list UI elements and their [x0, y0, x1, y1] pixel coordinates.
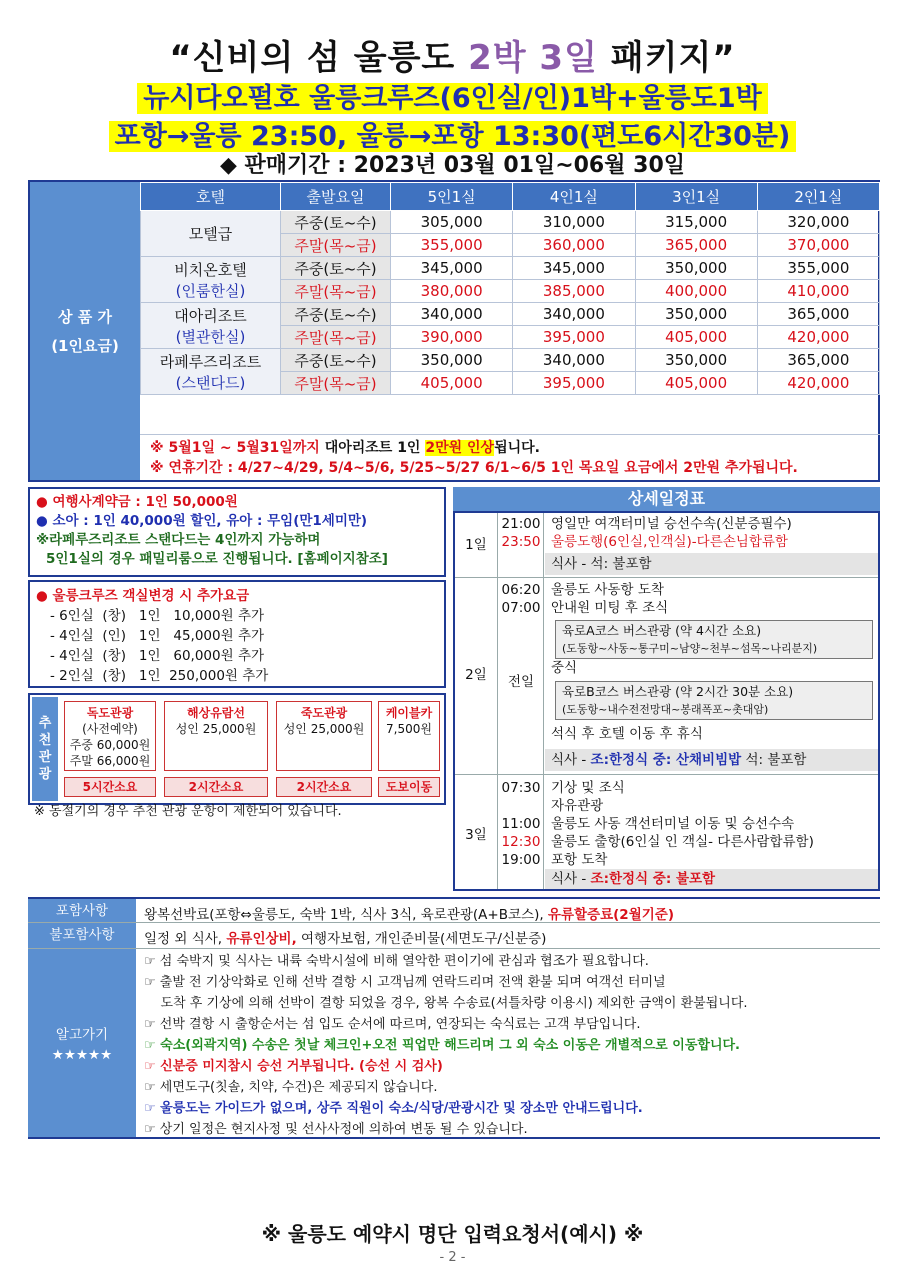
price-table — [140, 182, 880, 395]
schedule-event: 울릉도 사동항 도착 — [551, 582, 664, 598]
price-cell: 350,000 — [635, 349, 757, 372]
room-upgrade-box — [28, 580, 446, 688]
hotel-name — [141, 303, 281, 349]
tour-detail: (사전예약) — [82, 722, 138, 736]
schedule-event: 중식 — [551, 660, 578, 676]
divider — [455, 774, 878, 775]
schedule-event: 기상 및 조식 — [551, 780, 625, 796]
meal-excluded: 석: 불포함 — [741, 752, 807, 768]
excluded-text — [144, 927, 546, 947]
price-label-title: 상 품 가 — [58, 308, 112, 326]
price-cell: 315,000 — [635, 211, 757, 234]
divider — [497, 513, 498, 889]
hotel-name — [141, 349, 281, 395]
notice-label-text: 알고가기 — [55, 1027, 109, 1043]
price-cell: 355,000 — [757, 257, 879, 280]
list-item: ☞ 출발 전 기상악화로 인해 선박 결항 시 고객님께 연락드리며 전액 환불 되며 여객선 터미널 — [144, 975, 666, 990]
meal-included: 조:한정식 중: 산채비빔밥 — [590, 752, 742, 768]
course-title: 육로B코스 버스관광 (약 2시간 30분 소요) — [562, 684, 794, 699]
excluded-label: 불포함사항 — [28, 923, 136, 948]
list-item: ☞ 섬 숙박지 및 식사는 내륙 숙박시설에 비해 열악한 편이기에 관심과 협조가 필요합니다. — [144, 954, 649, 969]
title-highlight: 2박 3일 — [468, 38, 598, 78]
tour-name: 케이블카 — [385, 706, 433, 720]
hotel-name — [141, 211, 281, 257]
schedule-table — [453, 511, 880, 891]
header-day: 출발요일 — [281, 183, 391, 211]
recommended-note: ※ 동절기의 경우 추천 관광 운항이 제한되어 있습니다. — [34, 804, 342, 819]
day-weekday: 주중(토~수) — [281, 211, 391, 234]
list-item: - 4인실 (창) 1인 60,000원 추가 — [50, 648, 265, 664]
day-weekend: 주말(목~금) — [281, 280, 391, 303]
price-table-section — [28, 180, 880, 482]
note-text: 대아리조트 1인 — [319, 440, 426, 456]
tour-name: 독도관광 — [86, 706, 134, 720]
schedule-time: 21:00 — [501, 516, 541, 532]
notice-list — [144, 951, 748, 1140]
price-cell: 385,000 — [513, 280, 635, 303]
price-notes — [140, 434, 880, 480]
course-route: (도동항~사동~통구미~남양~천부~섬목~나리분지) — [562, 642, 818, 655]
schedule-event: 울릉도 사동 객선터미널 이동 및 승선수속 — [551, 816, 795, 832]
header-hotel: 호텔 — [141, 183, 281, 211]
subtitle-cruise — [0, 76, 905, 115]
title-part: 패키지” — [597, 38, 736, 78]
price-cell: 420,000 — [757, 326, 879, 349]
star-icon: ★★★★★ — [51, 1047, 113, 1063]
schedule-event: 안내원 미팅 후 조식 — [551, 600, 669, 616]
hotel-name — [141, 257, 281, 303]
list-item: ☞ 울릉도는 가이드가 없으며, 상주 직원이 숙소/식당/관광시간 및 장소만 안내드립니다. — [144, 1101, 643, 1116]
day-weekday: 주중(토~수) — [281, 257, 391, 280]
label-char: 추 — [38, 716, 52, 731]
day-weekday: 주중(토~수) — [281, 303, 391, 326]
schedule-time: 23:50 — [501, 534, 541, 550]
tour-dokdo — [64, 701, 156, 771]
price-cell: 405,000 — [391, 372, 513, 395]
deposit-info-box — [28, 487, 446, 577]
price-cell: 310,000 — [513, 211, 635, 234]
tour-jukdo — [276, 701, 372, 771]
table-row — [141, 211, 880, 234]
excluded-items: 여행자보험, 개인준비물(세면도구/신분증) — [296, 931, 547, 947]
notice-row — [28, 949, 880, 1139]
price-label — [30, 182, 140, 480]
excluded-fuel: 유류인상비, — [226, 931, 297, 947]
list-item: ☞ 숙소(외곽지역) 수송은 첫날 체크인+오전 픽업만 해드리며 그 외 숙소 이동은 개별적으로 이동합니다. — [144, 1038, 740, 1053]
schedule-time: 07:00 — [501, 600, 541, 616]
course-a — [555, 620, 873, 659]
price-cell: 350,000 — [635, 257, 757, 280]
meal-prefix: 식사 - — [551, 752, 591, 768]
tour-detail: 주말 66,000원 — [69, 754, 151, 768]
recommended-label — [32, 697, 58, 801]
list-item: ☞ 상기 일정은 현지사정 및 선사사정에 의하여 변동 될 수 있습니다. — [144, 1122, 528, 1137]
lapers-note-1: ※라페루즈리조트 스탠다드는 4인까지 가능하며 — [36, 532, 321, 548]
list-item: ☞ 세면도구(칫솔, 치약, 수건)은 제공되지 않습니다. — [144, 1080, 438, 1095]
day-weekday: 주중(토~수) — [281, 349, 391, 372]
tour-cruise — [164, 701, 268, 771]
tour-detail: 성인 25,000원 — [175, 722, 257, 736]
list-item: - 2인실 (창) 1인 250,000원 추가 — [50, 668, 269, 684]
price-cell: 395,000 — [513, 372, 635, 395]
schedule-event: 울릉도행(6인실,인객실)-다른손님합류함 — [551, 534, 788, 550]
schedule-event: 자유관광 — [551, 798, 604, 814]
header-4p: 4인1실 — [513, 183, 635, 211]
price-cell: 405,000 — [635, 326, 757, 349]
price-cell: 305,000 — [391, 211, 513, 234]
included-row — [28, 897, 880, 923]
price-cell: 360,000 — [513, 234, 635, 257]
notice-label — [28, 949, 136, 1137]
hotel-name-text: 모텔급 — [188, 225, 233, 243]
excluded-items: 일정 외 식사, — [144, 931, 227, 947]
meal-included: 조:한정식 중: 불포함 — [590, 871, 716, 887]
schedule-title: 상세일정표 — [453, 487, 880, 511]
day-weekend: 주말(목~금) — [281, 372, 391, 395]
tour-detail: 주중 60,000원 — [69, 738, 151, 752]
included-items: 왕복선박료(포항⇔울릉도, 숙박 1박, 식사 3식, 육로관광(A+B코스), — [144, 907, 548, 923]
price-cell: 340,000 — [513, 349, 635, 372]
sale-period: ◆ 판매기간 : 2023년 03월 01일~06월 30일 — [219, 153, 686, 178]
page-title — [0, 30, 905, 79]
table-row — [141, 349, 880, 372]
list-item: - 6인실 (창) 1인 10,000원 추가 — [50, 608, 265, 624]
price-cell: 345,000 — [513, 257, 635, 280]
day-label: 2일 — [465, 667, 487, 683]
price-note-1 — [150, 437, 870, 457]
schedule-time: 06:20 — [501, 582, 541, 598]
page-number: - 2 - — [439, 1250, 466, 1265]
price-cell: 400,000 — [635, 280, 757, 303]
price-cell: 320,000 — [757, 211, 879, 234]
price-note-2: ※ 연휴기간 : 4/27~4/29, 5/4~5/6, 5/25~5/27 6/1~6/5 1인 목요일 요금에서 2만원 추가됩니다. — [150, 460, 798, 476]
price-cell: 365,000 — [635, 234, 757, 257]
schedule-time: 12:30 — [501, 834, 541, 850]
table-row — [141, 257, 880, 280]
price-cell: 395,000 — [513, 326, 635, 349]
child-discount-line: ● 소아 : 1인 40,000원 할인, 유아 : 무임(만1세미만) — [36, 513, 368, 529]
meal-prefix: 식사 - — [551, 871, 591, 887]
excluded-row — [28, 923, 880, 949]
day-label: 3일 — [465, 827, 487, 843]
deposit-line: ● 여행사계약금 : 1인 50,000원 — [36, 494, 238, 510]
header-5p: 5인1실 — [391, 183, 513, 211]
schedule-time: 11:00 — [501, 816, 541, 832]
tour-detail: 7,500원 — [386, 722, 432, 736]
subtitle-cruise-text: 뉴시다오펄호 울릉크루즈(6인실/인)1박+울릉도1박 — [137, 83, 767, 114]
hotel-name-text: 라페루즈리조트 — [159, 352, 262, 371]
meal-info — [545, 869, 878, 889]
hotel-name-text: 비치온호텔 — [174, 260, 247, 279]
divider — [543, 513, 544, 889]
day-label: 1일 — [465, 537, 487, 553]
tour-duration: 5시간소요 — [64, 777, 156, 797]
schedule-event: 석식 후 호텔 이동 후 휴식 — [551, 726, 703, 742]
label-char: 관 — [38, 750, 52, 765]
price-cell: 420,000 — [757, 372, 879, 395]
tour-cablecar — [378, 701, 440, 771]
hotel-room-type: (인룸한실) — [175, 281, 246, 300]
header-2p: 2인1실 — [757, 183, 879, 211]
course-route: (도동항~내수전전망대~봉래폭포~촛대암) — [562, 703, 769, 716]
price-cell: 390,000 — [391, 326, 513, 349]
price-cell: 380,000 — [391, 280, 513, 303]
note-text: 됩니다. — [494, 440, 540, 456]
schedule-time: 19:00 — [501, 852, 541, 868]
meal-info: 식사 - 석: 불포함 — [545, 553, 878, 575]
price-cell: 340,000 — [513, 303, 635, 326]
footer-title: ※ 울릉도 예약시 명단 입력요청서(예시) ※ — [261, 1222, 644, 1246]
tour-detail: 성인 25,000원 — [283, 722, 365, 736]
price-cell: 365,000 — [757, 303, 879, 326]
schedule-time: 전일 — [507, 674, 535, 690]
price-cell: 405,000 — [635, 372, 757, 395]
hotel-room-type: (별관한실) — [175, 327, 246, 346]
lapers-note-2: 5인1실의 경우 패밀리룸으로 진행됩니다. [홈페이지참조] — [46, 551, 388, 567]
list-item: ☞ 신분증 미지참시 승선 거부됩니다. (승선 시 검사) — [144, 1059, 443, 1074]
hotel-name-text: 대아리조트 — [174, 306, 247, 325]
tour-name: 죽도관광 — [300, 706, 348, 720]
tour-duration: 2시간소요 — [276, 777, 372, 797]
divider — [455, 577, 878, 578]
price-cell: 410,000 — [757, 280, 879, 303]
price-cell: 340,000 — [391, 303, 513, 326]
included-fuel: 유류할증료(2월기준) — [547, 907, 674, 923]
price-cell: 365,000 — [757, 349, 879, 372]
price-cell: 355,000 — [391, 234, 513, 257]
title-part: “신비의 섬 울릉도 — [169, 38, 469, 78]
room-upgrade-title: ● 울릉크루즈 객실변경 시 추가요금 — [36, 588, 250, 604]
schedule-event: 포항 도착 — [551, 852, 608, 868]
price-cell: 345,000 — [391, 257, 513, 280]
tour-duration: 2시간소요 — [164, 777, 268, 797]
subtitle-schedule-text: 포항→울릉 23:50, 울릉→포항 13:30(편도6시간30분) — [109, 121, 797, 152]
tour-name: 해상유람선 — [187, 706, 245, 720]
day-weekend: 주말(목~금) — [281, 234, 391, 257]
meal-info — [545, 749, 878, 771]
hotel-room-type: (스탠다드) — [175, 373, 246, 392]
list-item: ☞ 선박 결항 시 출항순서는 섬 입도 순서에 따르며, 연장되는 숙식료는 고객 부담입니다. — [144, 1017, 641, 1032]
included-text — [144, 903, 674, 923]
schedule-event: 울릉도 출항(6인실 인 객실- 다른사람합류함) — [551, 834, 814, 850]
tour-duration: 도보이동 — [378, 777, 440, 797]
price-header-row — [141, 183, 880, 211]
header-3p: 3인1실 — [635, 183, 757, 211]
price-cell: 350,000 — [391, 349, 513, 372]
day-weekend: 주말(목~금) — [281, 326, 391, 349]
note-highlight: 2만원 인상 — [425, 440, 495, 456]
price-cell: 370,000 — [757, 234, 879, 257]
price-cell: 350,000 — [635, 303, 757, 326]
list-item: 도착 후 기상에 의해 선박이 결항 되었을 경우, 왕복 수송료(셔틀차량 이용시) 제외한 금액이 환불됩니다. — [144, 996, 748, 1011]
label-char: 천 — [38, 733, 52, 748]
schedule-time: 07:30 — [501, 780, 541, 796]
recommended-tours-box — [28, 693, 446, 805]
course-title: 육로A코스 버스관광 (약 4시간 소요) — [562, 623, 762, 638]
schedule-event: 영일만 여객터미널 승선수속(신분증필수) — [551, 516, 792, 532]
course-b — [555, 681, 873, 720]
price-label-sub: (1인요금) — [51, 337, 119, 355]
list-item: - 4인실 (인) 1인 45,000원 추가 — [50, 628, 265, 644]
table-row — [141, 303, 880, 326]
included-label: 포함사항 — [28, 899, 136, 922]
note-period: ※ 5월1일 ~ 5월31일까지 — [150, 440, 320, 456]
label-char: 광 — [38, 767, 52, 782]
